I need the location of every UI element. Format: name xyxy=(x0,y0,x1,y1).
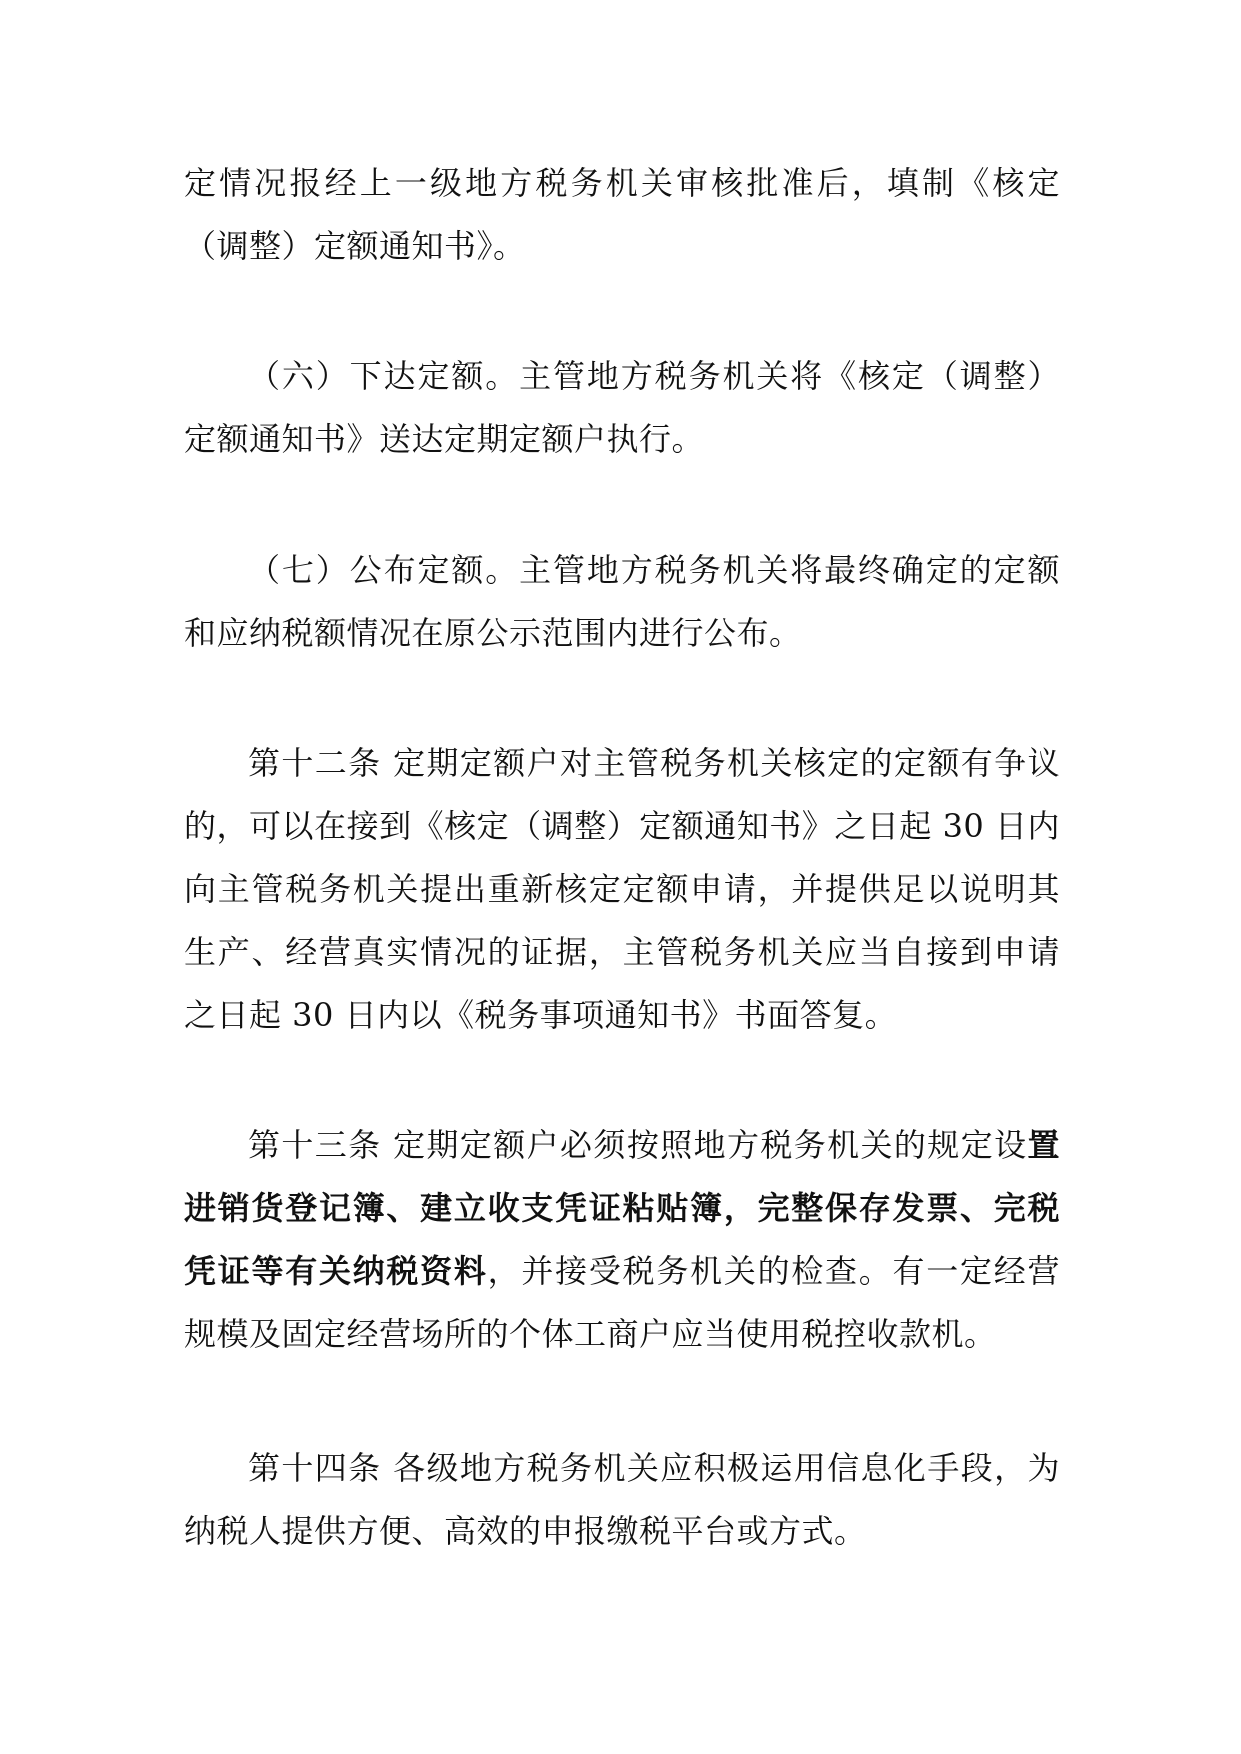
paragraph-article-12: 第十二条 定期定额户对主管税务机关核定的定额有争议的，可以在接到《核定（调整）定额通知书》之日起 30 日内向主管税务机关提出重新核定定额申请，并提供足以说明其生产、经营真实情况的证据，主管税务机关应当自接到申请之日起 30 日内以《税务事项通知书》书面答复。 xyxy=(184,744,1060,1034)
paragraph-article-14: 第十四条 各级地方税务机关应积极运用信息化手段，为纳税人提供方便、高效的申报缴税平台或方式。 xyxy=(184,1449,1060,1550)
paragraph-article-13 xyxy=(184,1114,1060,1366)
article-13-text-end: ，并接受税务机关的检查。有一定经营规模及固定经营场所的个体工商户应当使用税控收款机。 xyxy=(184,1252,1060,1353)
paragraph-continuation: 定情况报经上一级地方税务机关审核批准后，填制《核定（调整）定额通知书》。 xyxy=(184,164,1060,265)
paragraph-item-seven: （七）公布定额。主管地方税务机关将最终确定的定额和应纳税额情况在原公示范围内进行公布。 xyxy=(184,551,1060,652)
article-13-text-start: 第十三条 定期定额户必须按照地方税务机关的规定设 xyxy=(248,1126,1028,1164)
article-13-emphasis: 置进销货登记簿、建立收支凭证粘贴簿，完整保存发票、完税凭证等有关纳税资料 xyxy=(184,1126,1060,1290)
paragraph-item-six: （六）下达定额。主管地方税务机关将《核定（调整）定额通知书》送达定期定额户执行。 xyxy=(184,357,1060,458)
